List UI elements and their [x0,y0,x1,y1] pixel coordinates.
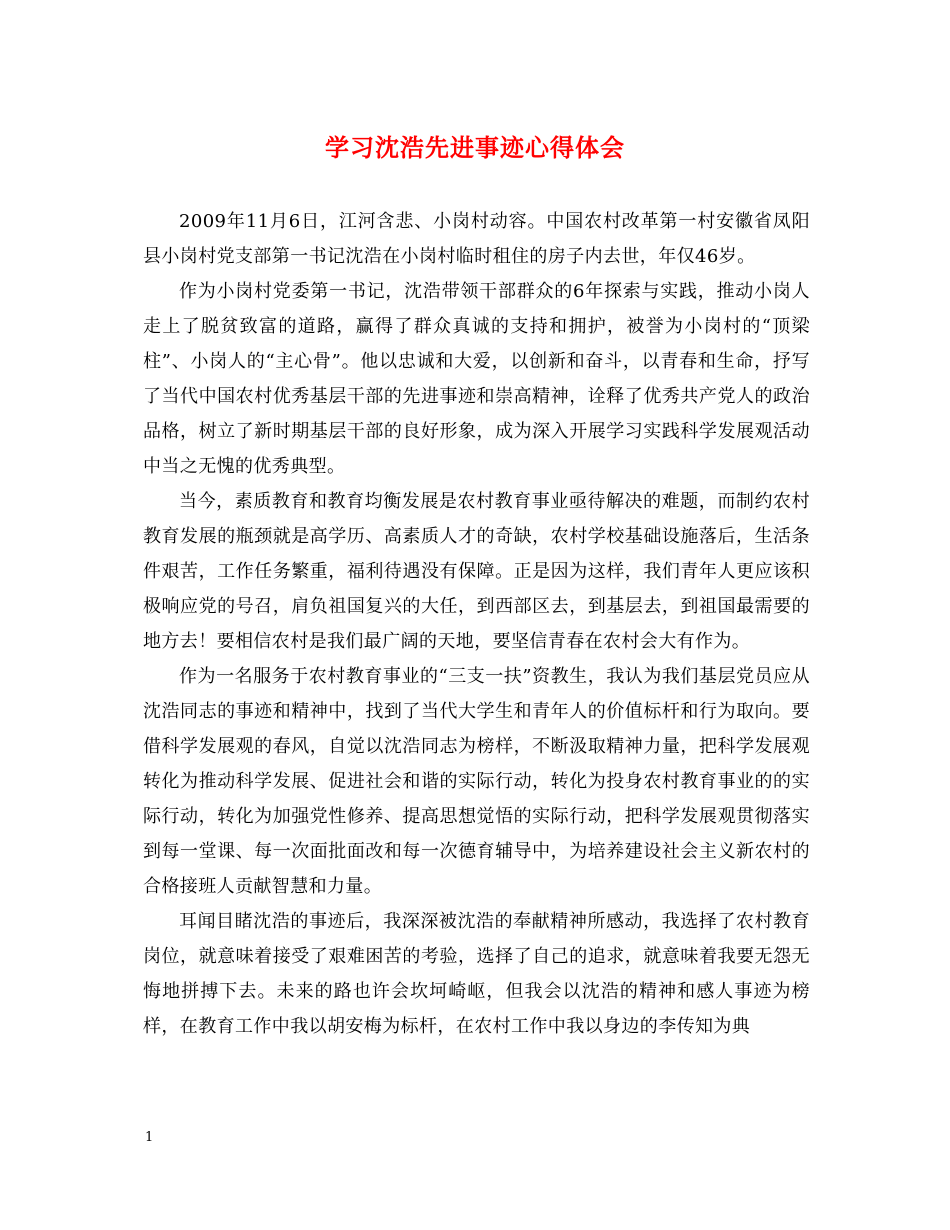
page-number: 1 [145,1130,154,1145]
paragraph: 耳闻目睹沈浩的事迹后，我深深被沈浩的奉献精神所感动，我选择了农村教育岗位，就意味着接受了艰难困苦的考验，选择了自己的追求，就意味着我要无怨无悔地拼搏下去。未来的路也许会坎坷崎岖，但我会以沈浩的精神和感人事迹为榜样，在教育工作中我以胡安梅为标杆，在农村工作中我以身边的李传知为典 [143,911,810,1037]
paragraph: 作为小岗村党委第一书记，沈浩带领干部群众的6年探索与实践，推动小岗人走上了脱贫致富的道路，赢得了群众真诚的支持和拥护，被誉为小岗村的“顶梁柱”、小岗人的“主心骨”。他以忠诚和大爱，以创新和奋斗，以青春和生命，抒写了当代中国农村优秀基层干部的先进事迹和崇高精神，诠释了优秀共产党人的政治品格，树立了新时期基层干部的良好形象，成为深入开展学习实践科学发展观活动中当之无愧的优秀典型。 [143,281,810,477]
document-title: 学习沈浩先进事迹心得体会 [325,133,625,162]
paragraph: 2009年11月6日，江河含悲、小岗村动容。中国农村改革第一村安徽省凤阳县小岗村党支部第一书记沈浩在小岗村临时租住的房子内去世，年仅46岁。 [143,211,810,267]
document-body [143,204,810,1044]
paragraph: 当今，素质教育和教育均衡发展是农村教育事业亟待解决的难题，而制约农村教育发展的瓶颈就是高学历、高素质人才的奇缺，农村学校基础设施落后，生活条件艰苦，工作任务繁重，福利待遇没有保障。正是因为这样，我们青年人更应该积极响应党的号召，肩负祖国复兴的大任，到西部区去，到基层去，到祖国最需要的地方去！要相信农村是我们最广阔的天地，要坚信青春在农村会大有作为。 [143,491,810,652]
paragraph: 作为一名服务于农村教育事业的“三支一扶”资教生，我认为我们基层党员应从沈浩同志的事迹和精神中，找到了当代大学生和青年人的价值标杆和行为取向。要借科学发展观的春风，自觉以沈浩同志为榜样，不断汲取精神力量，把科学发展观转化为推动科学发展、促进社会和谐的实际行动，转化为投身农村教育事业的的实际行动，转化为加强党性修养、提高思想觉悟的实际行动，把科学发展观贯彻落实到每一堂课、每一次面批面改和每一次德育辅导中，为培养建设社会主义新农村的合格接班人贡献智慧和力量。 [143,666,810,897]
